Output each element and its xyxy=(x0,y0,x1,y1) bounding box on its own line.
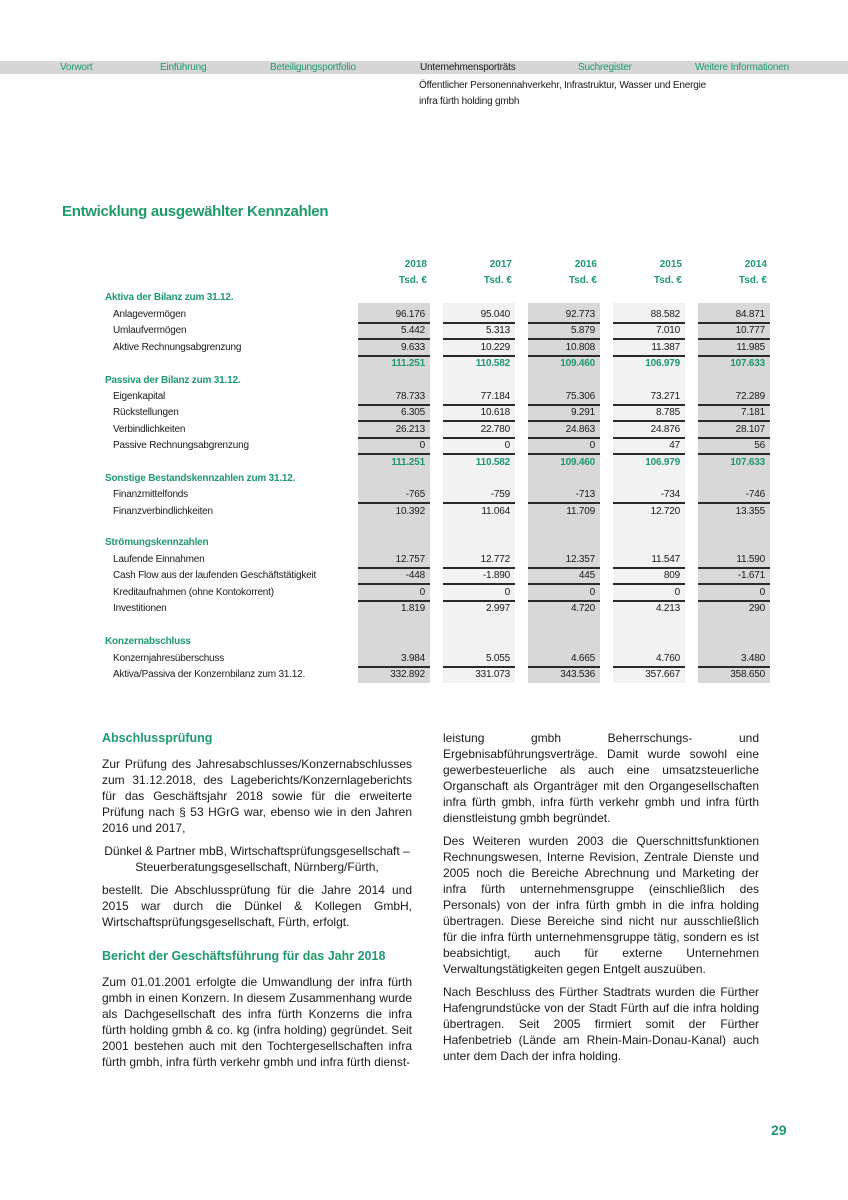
total-cell: 107.633 xyxy=(730,457,765,468)
table-cell: 8.785 xyxy=(655,407,680,418)
total-cell: 110.582 xyxy=(475,358,510,369)
group-label: Konzernabschluss xyxy=(105,636,191,647)
paragraph: bestellt. Die Abschlussprüfung für die Jahre 2014 und 2015 war durch die Dünkel & Kollegen GmbH, Wirtschaftsprüfungsgesellschaft, Fürth, erfolgt. xyxy=(102,883,412,929)
row-divider xyxy=(698,437,770,439)
heading-bericht-geschaeftsfuehrung: Bericht der Geschäftsführung für das Jahr 2018 xyxy=(102,949,386,963)
total-cell: 109.460 xyxy=(560,358,595,369)
paragraph: Zur Prüfung des Jahresabschlusses/Konzernabschlusses zum 31.12.2018, des Lageberichts/Konzernlageberichts für das Geschäftsjahr 2018 sowie für die erweiterte Prüfung nach § 53 HGrG war, ebenso wie in den Jahren 2016 und 2017, xyxy=(102,757,412,835)
page-number: 29 xyxy=(771,1122,787,1138)
year-header: 2017 xyxy=(489,259,512,270)
table-cell: 11.985 xyxy=(736,342,765,353)
row-divider xyxy=(528,600,600,602)
row-divider xyxy=(358,666,430,668)
table-cell: 11.709 xyxy=(566,506,595,517)
table-cell: 6.305 xyxy=(400,407,425,418)
total-cell: 111.251 xyxy=(391,457,425,468)
paragraph: Des Weiteren wurden 2003 die Querschnittsfunktionen Rechnungswesen, Interne Revision, Zentrale Dienste und 2005 noch die Bereiche Abrechnung und Marketing der infra fürth unternehmensgruppe (einschließlich des Personals) von der infra fürth gmbh in die infra holding übertragen. Diese Bereiche sind nicht nur ausschließlich für die infra fürth unternehmensgruppe tätig, sondern es ist beabsichtigt, auch für externe Unternehmen Verwaltungstätigkeiten gegen Entgelt auszuüben. xyxy=(443,834,759,976)
row-divider xyxy=(528,453,600,455)
table-cell: 95.040 xyxy=(480,309,510,320)
unit-header: Tsd. € xyxy=(568,275,597,286)
nav-item-beteiligungsportfolio[interactable]: Beteiligungsportfolio xyxy=(270,62,356,73)
table-cell: 332.892 xyxy=(390,669,425,680)
left-text-column xyxy=(102,730,412,1077)
table-cell: 0 xyxy=(589,440,595,451)
row-divider xyxy=(698,355,770,357)
table-cell: 47 xyxy=(669,440,680,451)
table-cell: 4.213 xyxy=(655,603,680,614)
table-cell: 26.213 xyxy=(395,424,425,435)
row-label: Konzernjahresüberschuss xyxy=(113,653,225,664)
row-divider xyxy=(528,355,600,357)
table-cell: 11.590 xyxy=(736,554,765,565)
row-label: Umlaufvermögen xyxy=(113,325,187,336)
year-header: 2015 xyxy=(659,259,682,270)
row-label: Eigenkapital xyxy=(113,391,166,402)
row-divider xyxy=(698,453,770,455)
row-divider xyxy=(358,583,430,585)
table-cell: 84.871 xyxy=(735,309,765,320)
table-cell: 75.306 xyxy=(565,391,595,402)
paragraph: Nach Beschluss des Fürther Stadtrats wurden die Fürther Hafengrundstücke von der Stadt Fürth auf die infra holding übertragen. Seit 2005 firmiert somit der Fürther Hafenbetrieb (Lände am Rhein-Main-Donau-Kanal) auch unter dem Dach der infra holding. xyxy=(443,985,759,1063)
row-divider xyxy=(528,420,600,422)
table-cell: 12.757 xyxy=(395,554,425,565)
row-divider xyxy=(443,420,515,422)
row-label: Aktive Rechnungsabgrenzung xyxy=(113,342,242,353)
row-divider xyxy=(613,502,685,504)
total-cell: 110.582 xyxy=(475,457,510,468)
table-cell: 88.582 xyxy=(650,309,680,320)
nav-item-einfuehrung[interactable]: Einführung xyxy=(160,62,207,73)
row-label: Investitionen xyxy=(113,603,167,614)
table-cell: 13.355 xyxy=(735,506,765,517)
table-cell: 10.392 xyxy=(395,506,425,517)
table-cell: 10.618 xyxy=(480,407,510,418)
table-cell: 4.665 xyxy=(570,653,595,664)
total-cell: 111.251 xyxy=(391,358,425,369)
row-divider xyxy=(613,666,685,668)
table-cell: 1.819 xyxy=(400,603,425,614)
table-cell: 12.720 xyxy=(650,506,680,517)
table-cell: 11.064 xyxy=(481,506,510,517)
table-cell: -1.671 xyxy=(737,570,765,581)
row-divider xyxy=(528,437,600,439)
row-divider xyxy=(528,666,600,668)
row-label: Finanzverbindlichkeiten xyxy=(113,506,213,517)
table-cell: 77.184 xyxy=(480,391,510,402)
row-divider xyxy=(358,567,430,569)
nav-item-unternehmensportraets[interactable]: Unternehmensporträts xyxy=(420,62,516,73)
group-label: Strömungskennzahlen xyxy=(105,537,209,548)
row-divider xyxy=(698,666,770,668)
table-cell: 7.010 xyxy=(655,325,680,336)
table-cell: -765 xyxy=(405,489,425,500)
table-cell: 9.291 xyxy=(570,407,595,418)
row-label: Verbindlichkeiten xyxy=(113,424,186,435)
table-cell: 2.997 xyxy=(485,603,510,614)
table-cell: 4.760 xyxy=(655,653,680,664)
row-divider xyxy=(358,453,430,455)
table-cell: 92.773 xyxy=(565,309,595,320)
year-header: 2014 xyxy=(744,259,767,270)
row-divider xyxy=(443,502,515,504)
company-subtitle: infra fürth holding gmbh xyxy=(419,96,520,107)
table-cell: 5.313 xyxy=(485,325,510,336)
row-divider xyxy=(528,338,600,340)
group-label: Aktiva der Bilanz zum 31.12. xyxy=(105,292,234,303)
table-cell: 10.808 xyxy=(565,342,595,353)
sector-subtitle: Öffentlicher Personennahverkehr, Infrastruktur, Wasser und Energie xyxy=(419,80,706,91)
table-cell: -448 xyxy=(405,570,425,581)
table-cell: 331.073 xyxy=(475,669,510,680)
table-cell: 0 xyxy=(419,587,425,598)
row-divider xyxy=(358,502,430,504)
table-cell: 357.667 xyxy=(645,669,680,680)
row-divider xyxy=(443,453,515,455)
table-cell: 10.777 xyxy=(735,325,765,336)
row-divider xyxy=(443,355,515,357)
row-divider xyxy=(613,338,685,340)
row-divider xyxy=(358,404,430,406)
table-cell: 4.720 xyxy=(570,603,595,614)
row-divider xyxy=(358,355,430,357)
row-divider xyxy=(358,322,430,324)
row-divider xyxy=(358,420,430,422)
row-divider xyxy=(698,567,770,569)
table-cell: 96.176 xyxy=(395,309,425,320)
table-cell: -759 xyxy=(490,489,510,500)
row-divider xyxy=(443,600,515,602)
row-label: Rückstellungen xyxy=(113,407,179,418)
unit-header: Tsd. € xyxy=(653,275,682,286)
table-cell: 11.387 xyxy=(651,342,680,353)
row-divider xyxy=(613,583,685,585)
table-cell: 343.536 xyxy=(560,669,595,680)
row-divider xyxy=(443,404,515,406)
row-divider xyxy=(358,600,430,602)
table-cell: 445 xyxy=(578,570,595,581)
table-cell: 0 xyxy=(759,587,765,598)
total-cell: 106.979 xyxy=(645,457,680,468)
row-label: Kreditaufnahmen (ohne Kontokorrent) xyxy=(113,587,274,598)
table-cell: 72.289 xyxy=(735,391,765,402)
row-divider xyxy=(528,322,600,324)
table-cell: 56 xyxy=(754,440,765,451)
row-divider xyxy=(443,567,515,569)
row-divider xyxy=(698,338,770,340)
row-label: Anlagevermögen xyxy=(113,309,186,320)
row-divider xyxy=(613,355,685,357)
row-divider xyxy=(528,502,600,504)
row-divider xyxy=(443,666,515,668)
row-divider xyxy=(443,338,515,340)
row-divider xyxy=(613,600,685,602)
nav-item-vorwort[interactable]: Vorwort xyxy=(60,62,93,73)
row-label: Cash Flow aus der laufenden Geschäftstätigkeit xyxy=(113,570,317,581)
row-divider xyxy=(528,567,600,569)
row-divider xyxy=(613,453,685,455)
row-divider xyxy=(613,420,685,422)
table-cell: 809 xyxy=(663,570,680,581)
row-divider xyxy=(443,322,515,324)
row-divider xyxy=(698,502,770,504)
table-cell: 0 xyxy=(589,587,595,598)
right-text-column xyxy=(443,730,759,1071)
table-cell: 7.181 xyxy=(740,407,765,418)
row-divider xyxy=(613,404,685,406)
group-label: Sonstige Bestandskennzahlen zum 31.12. xyxy=(105,473,296,484)
paragraph: leistung gmbh Beherrschungs- und Ergebnisabführungsverträge. Damit wurde sowohl eine gewerbesteuerliche als auch eine umsatzsteuerliche Organschaft als Organträger mit den Organgesellschaften infra fürth gmbh, infra fürth verkehr gmbh und infra fürth dienstleistung gmbh begründet. xyxy=(443,731,759,825)
group-label: Passiva der Bilanz zum 31.12. xyxy=(105,375,241,386)
table-cell: 10.229 xyxy=(480,342,510,353)
table-cell: 24.863 xyxy=(565,424,595,435)
row-label: Laufende Einnahmen xyxy=(113,554,205,565)
paragraph-auditor: Dünkel & Partner mbB, Wirtschaftsprüfungsgesellschaft – Steuerberatungsgesellschaft, Nürnberg/Fürth, xyxy=(104,844,410,874)
row-divider xyxy=(528,583,600,585)
table-cell: 0 xyxy=(419,440,425,451)
row-divider xyxy=(443,583,515,585)
row-divider xyxy=(698,600,770,602)
paragraph: Zum 01.01.2001 erfolgte die Umwandlung der infra fürth gmbh in einen Konzern. In diesem Zusammenhang wurde als Dachgesellschaft des infra fürth Konzerns die infra fürth holding gmbh & co. kg (infra holding) gegründet. Seit 2001 bestehen auch mit den Tochtergesellschaften infra fürth gmbh, infra fürth verkehr gmbh und infra fürth dienst- xyxy=(102,975,412,1069)
row-divider xyxy=(698,322,770,324)
table-cell: 0 xyxy=(504,440,510,451)
row-divider xyxy=(613,322,685,324)
row-divider xyxy=(358,437,430,439)
total-cell: 109.460 xyxy=(560,457,595,468)
nav-item-weitere-informationen[interactable]: Weitere Informationen xyxy=(695,62,789,73)
table-cell: 24.876 xyxy=(650,424,680,435)
row-label: Aktiva/Passiva der Konzernbilanz zum 31.12. xyxy=(113,669,306,680)
row-divider xyxy=(443,437,515,439)
year-header: 2016 xyxy=(574,259,597,270)
row-divider xyxy=(698,583,770,585)
table-cell: 5.055 xyxy=(485,653,510,664)
total-cell: 107.633 xyxy=(730,358,765,369)
row-label: Finanzmittelfonds xyxy=(113,489,188,500)
table-cell: 358.650 xyxy=(730,669,765,680)
year-header: 2018 xyxy=(404,259,427,270)
table-cell: -746 xyxy=(745,489,765,500)
table-cell: -713 xyxy=(575,489,595,500)
unit-header: Tsd. € xyxy=(398,275,427,286)
table-cell: 0 xyxy=(674,587,680,598)
table-cell: 28.107 xyxy=(735,424,765,435)
row-label: Passive Rechnungsabgrenzung xyxy=(113,440,249,451)
row-divider xyxy=(358,338,430,340)
table-cell: 5.442 xyxy=(400,325,425,336)
table-cell: 78.733 xyxy=(395,391,425,402)
unit-header: Tsd. € xyxy=(483,275,512,286)
table-cell: 11.547 xyxy=(651,554,680,565)
row-divider xyxy=(698,404,770,406)
top-navigation-bar xyxy=(0,61,848,74)
row-divider xyxy=(613,567,685,569)
row-divider xyxy=(613,437,685,439)
heading-abschlusspruefung: Abschlussprüfung xyxy=(102,731,213,745)
unit-header: Tsd. € xyxy=(738,275,767,286)
table-cell: 0 xyxy=(504,587,510,598)
table-cell: 12.772 xyxy=(480,554,510,565)
table-cell: -1.890 xyxy=(482,570,510,581)
section-title: Entwicklung ausgewählter Kennzahlen xyxy=(62,203,329,220)
table-cell: 9.633 xyxy=(400,342,425,353)
table-cell: 73.271 xyxy=(650,391,680,402)
table-cell: 5.879 xyxy=(570,325,595,336)
table-cell: 290 xyxy=(748,603,765,614)
table-cell: 3.480 xyxy=(740,653,765,664)
table-cell: 12.357 xyxy=(565,554,595,565)
table-cell: 22.780 xyxy=(480,424,510,435)
total-cell: 106.979 xyxy=(645,358,680,369)
row-divider xyxy=(698,420,770,422)
table-cell: 3.984 xyxy=(400,653,425,664)
table-cell: -734 xyxy=(660,489,680,500)
row-divider xyxy=(528,404,600,406)
nav-item-suchregister[interactable]: Suchregister xyxy=(578,62,632,73)
